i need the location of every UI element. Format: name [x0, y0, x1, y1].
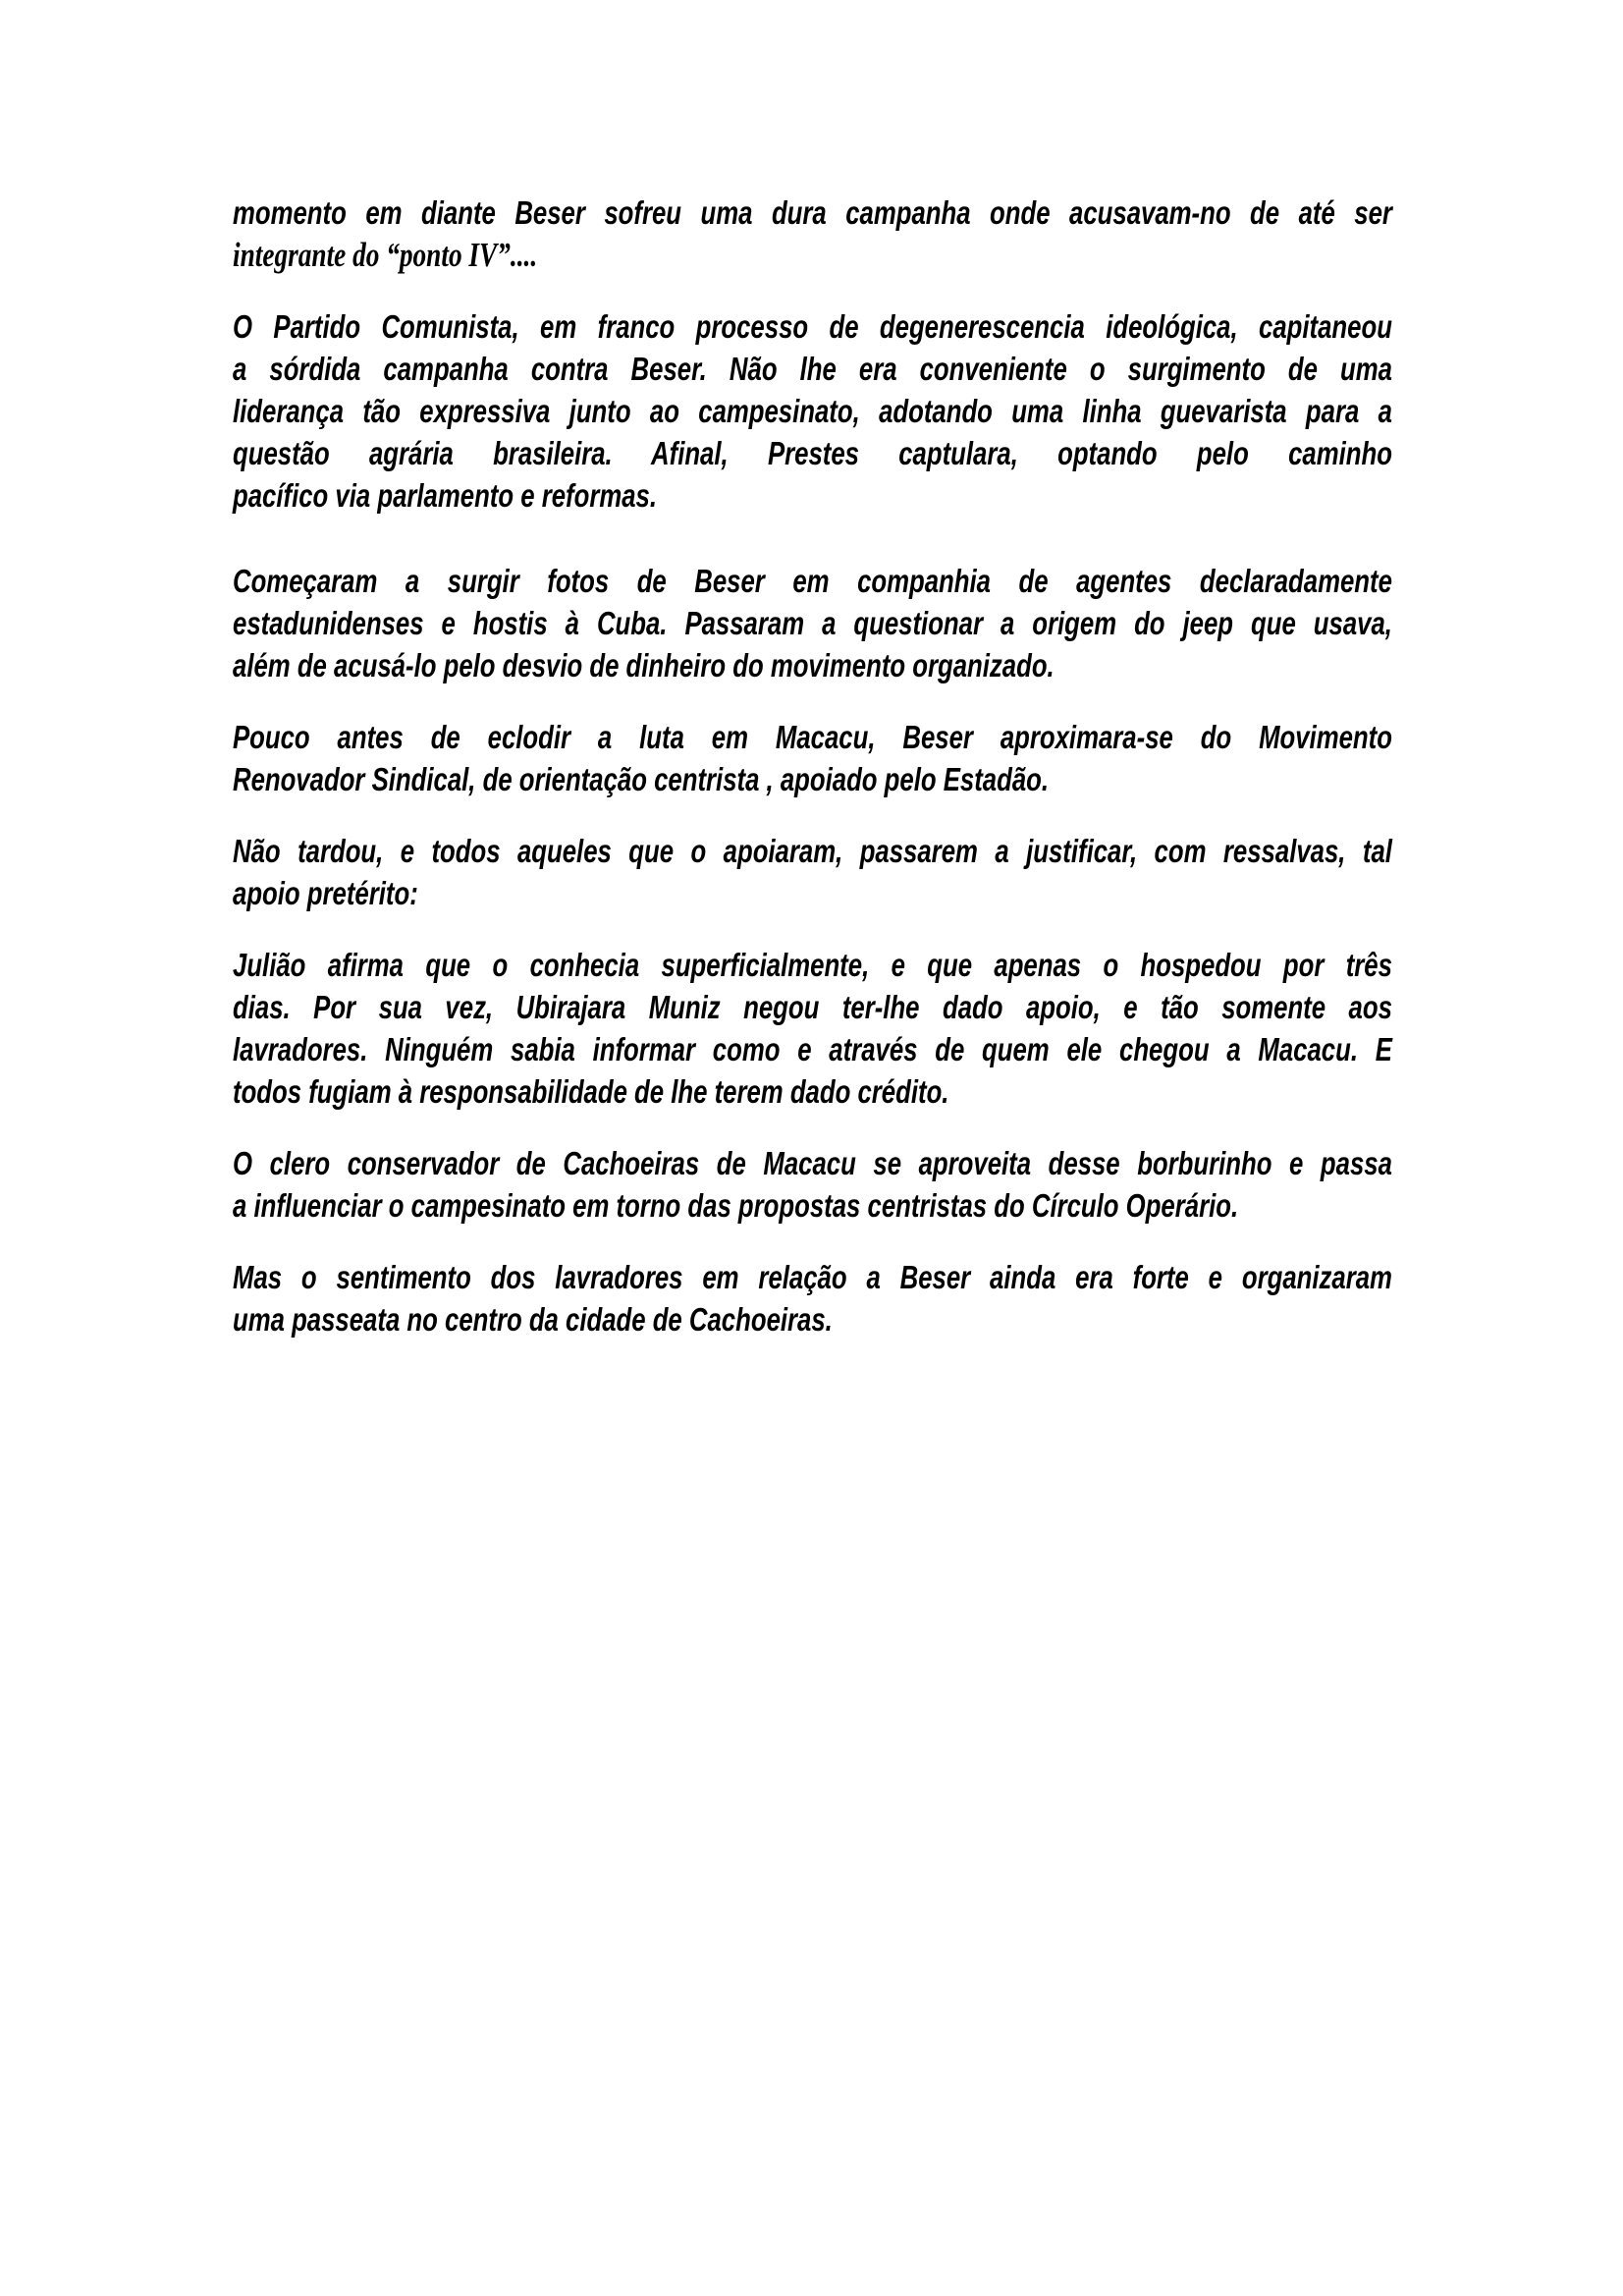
paragraph-8 — [233, 1256, 1392, 1340]
text-line: estadunidenses e hostis à Cuba. Passaram a questionar a origem do jeep que usava, — [233, 605, 1392, 641]
paragraph-7 — [233, 1142, 1392, 1227]
paragraph-2 — [233, 305, 1392, 517]
text-line: O Partido Comunista, em franco processo de degenerescencia ideológica, capitaneou — [233, 308, 1392, 345]
text-line-serif-quote: integrante do “ponto IV”.... — [233, 236, 538, 274]
text-line: Julião afirma que o conhecia superficialmente, e que apenas o hospedou por três — [233, 947, 1392, 983]
paragraph-6 — [233, 944, 1392, 1113]
text-line: lavradores. Ninguém sabia informar como e através de quem ele chegou a Macacu. E — [233, 1031, 1392, 1067]
text-line: apoio pretérito: — [233, 875, 418, 911]
text-line: pacífico via parlamento e reformas. — [233, 477, 658, 514]
paragraph-3 — [233, 560, 1392, 686]
text-line: uma passeata no centro da cidade de Cachoeiras. — [233, 1301, 833, 1338]
text-line: questão agrária brasileira. Afinal, Prestes captulara, optando pelo caminho — [233, 435, 1392, 471]
text-line: Não tardou, e todos aqueles que o apoiaram, passarem a justificar, com ressalvas, tal — [233, 833, 1392, 869]
text-line: dias. Por sua vez, Ubirajara Muniz negou ter-lhe dado apoio, e tão somente aos — [233, 989, 1392, 1025]
text-line: todos fugiam à responsabilidade de lhe terem dado crédito. — [233, 1073, 949, 1110]
text-line: Começaram a surgir fotos de Beser em companhia de agentes declaradamente — [233, 563, 1392, 599]
text-line: Renovador Sindical, de orientação centrista , apoiado pelo Estadão. — [233, 761, 1050, 797]
text-line: O clero conservador de Cachoeiras de Macacu se aproveita desse borburinho e passa — [233, 1145, 1392, 1181]
condensed-text-wrapper — [233, 191, 1392, 1340]
paragraph-5 — [233, 830, 1392, 914]
text-column — [233, 191, 1392, 1370]
paragraph-1 — [233, 191, 1392, 276]
text-line: Mas o sentimento dos lavradores em relação a Beser ainda era forte e organizaram — [233, 1259, 1392, 1295]
text-line: liderança tão expressiva junto ao campesinato, adotando uma linha guevarista para a — [233, 393, 1392, 429]
text-line: a sórdida campanha contra Beser. Não lhe era conveniente o surgimento de uma — [233, 351, 1392, 387]
text-line: além de acusá-lo pelo desvio de dinheiro do movimento organizado. — [233, 647, 1055, 683]
text-line: momento em diante Beser sofreu uma dura campanha onde acusavam-no de até ser — [233, 194, 1392, 231]
text-line: a influenciar o campesinato em torno das propostas centristas do Círculo Operário. — [233, 1187, 1239, 1224]
text-line: Pouco antes de eclodir a luta em Macacu, Beser aproximara-se do Movimento — [233, 719, 1392, 755]
paragraph-4 — [233, 716, 1392, 800]
